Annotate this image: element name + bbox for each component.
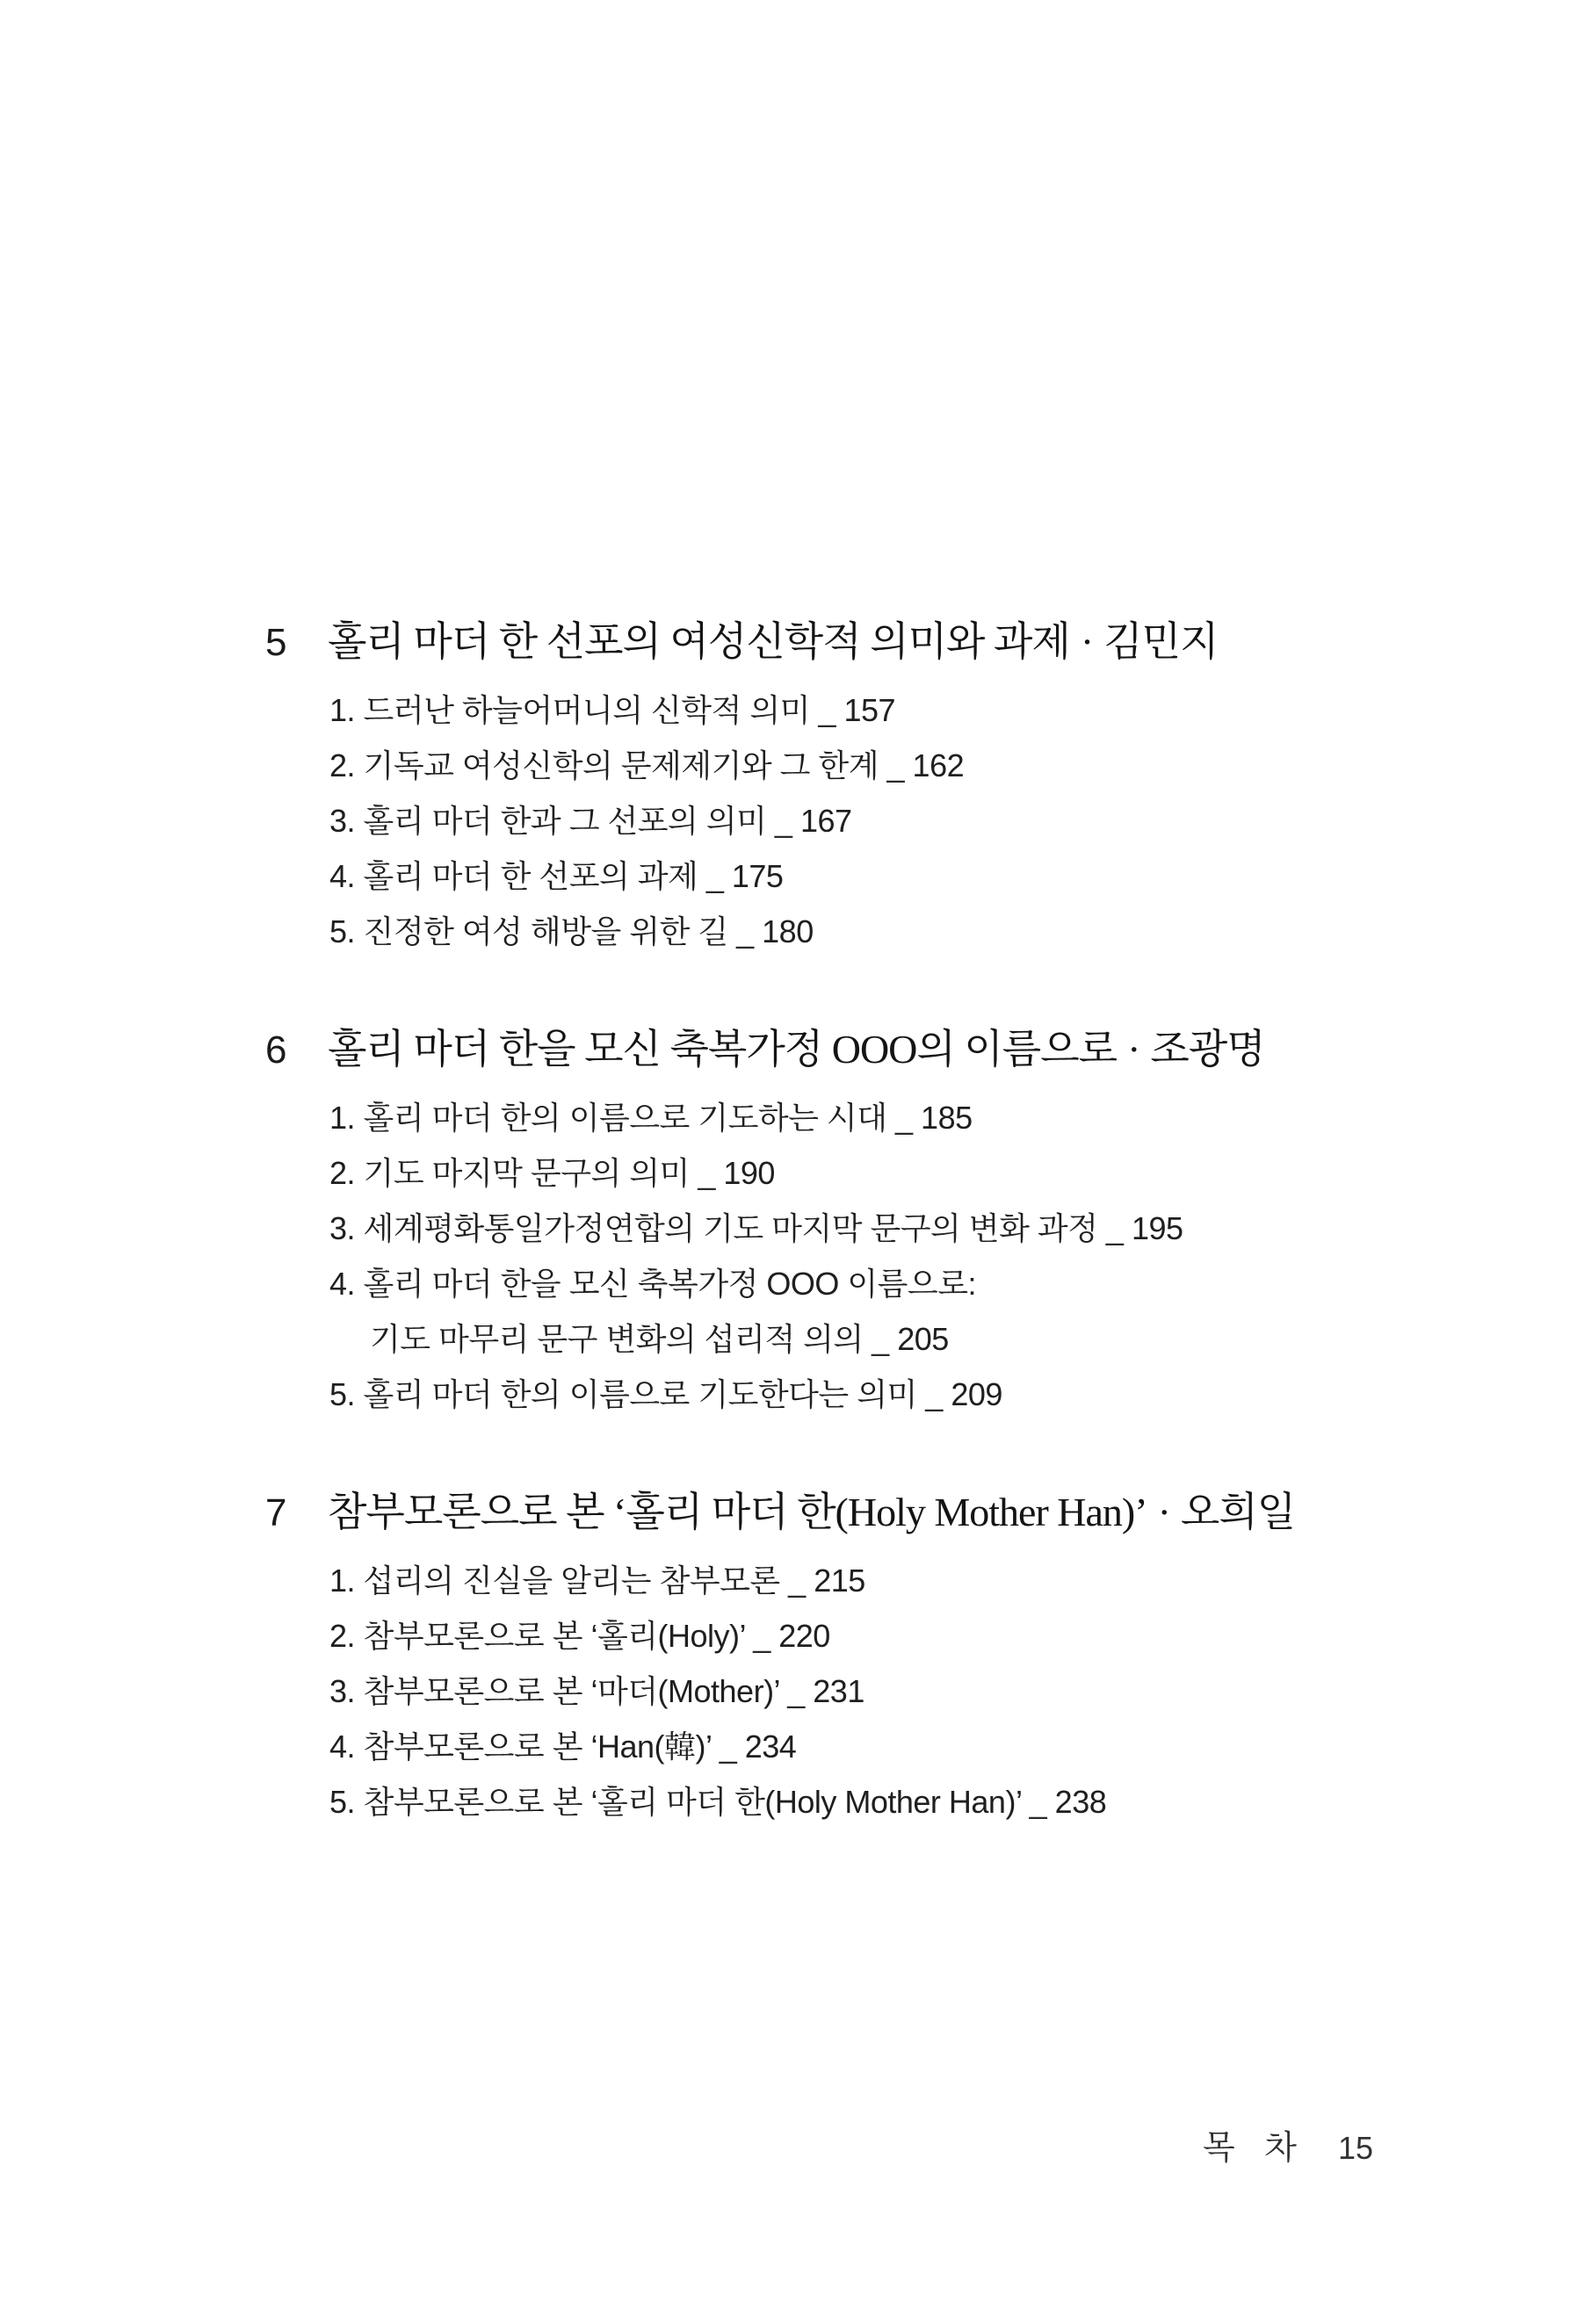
entry-page-number: 231 [813, 1673, 864, 1709]
entry-page-number: 234 [744, 1729, 797, 1765]
entry-page-separator: _ [787, 1673, 805, 1709]
entry-page-number: 162 [912, 747, 965, 783]
toc-entry [329, 738, 1372, 793]
toc-section-7 [265, 1485, 1372, 1830]
entry-number: 5. [329, 1784, 356, 1820]
entry-page-separator: _ [886, 747, 905, 783]
entry-number: 1. [329, 1100, 356, 1136]
toc-entry [329, 1367, 1372, 1422]
toc-entry [329, 848, 1372, 904]
entry-title: 드러난 하늘어머니의 신학적 의미 [363, 692, 810, 728]
entry-number: 1. [329, 692, 356, 728]
entry-number: 2. [329, 1618, 356, 1654]
entry-title: 기독교 여성신학의 문제제기와 그 한계 [363, 747, 879, 783]
toc-section-6 [265, 1022, 1372, 1422]
page-footer [1203, 2120, 1373, 2169]
section-author: 오희일 [1180, 1490, 1296, 1534]
entry-page-separator: _ [774, 803, 792, 839]
entry-number: 3. [329, 1210, 356, 1246]
entry-page-separator: _ [925, 1376, 943, 1412]
entry-page-number: 205 [897, 1321, 949, 1357]
section-title-text: 홀리 마더 한 선포의 여성신학적 의미와 과제 [328, 619, 1070, 664]
toc-entry [329, 1774, 1372, 1830]
entry-page-number: 238 [1054, 1784, 1107, 1820]
entry-number: 3. [329, 803, 356, 839]
entry-line-1 [329, 1256, 1372, 1311]
footer-page-number: 15 [1337, 2130, 1373, 2166]
entry-title: 참부모론으로 본 ‘홀리 마더 한(Holy Mother Han)’ [363, 1784, 1022, 1820]
entry-number: 4. [329, 858, 356, 894]
toc-entry [329, 1664, 1372, 1719]
entry-page-number: 157 [843, 692, 896, 728]
entry-number: 5. [329, 1376, 356, 1412]
entry-page-number: 190 [723, 1155, 775, 1191]
entry-page-separator: _ [1029, 1784, 1047, 1820]
entry-title: 참부모론으로 본 ‘Han(韓)’ [363, 1729, 712, 1765]
entry-page-number: 167 [799, 803, 852, 839]
title-author-separator-dot: · [1080, 619, 1094, 664]
entry-page-number: 215 [814, 1563, 865, 1599]
entry-page-separator: _ [872, 1321, 889, 1357]
entry-page-separator: _ [895, 1100, 913, 1136]
entry-page-separator: _ [698, 1155, 715, 1191]
toc-content [265, 615, 1372, 1893]
section-number: 6 [265, 1028, 287, 1072]
entry-title: 기도 마지막 문구의 의미 [363, 1155, 690, 1191]
section-entry-list [265, 1090, 1372, 1422]
toc-entry [329, 1090, 1372, 1145]
section-heading [265, 1485, 1372, 1541]
section-author: 조광명 [1150, 1027, 1265, 1072]
toc-entry [329, 1145, 1372, 1201]
footer-toc-label: 목 차 [1203, 2130, 1298, 2167]
entry-page-number: 195 [1131, 1210, 1183, 1246]
entry-title: 세계평화통일가정연합의 기도 마지막 문구의 변화 과정 [363, 1210, 1098, 1246]
entry-page-separator: _ [753, 1618, 770, 1654]
entry-number: 1. [329, 1563, 356, 1599]
entry-title: 홀리 마더 한을 모신 축복가정 OOO 이름으로: [363, 1266, 976, 1302]
entry-page-number: 209 [951, 1376, 1002, 1412]
entry-title: 참부모론으로 본 ‘마더(Mother)’ [363, 1673, 780, 1709]
section-entry-list [265, 1553, 1372, 1830]
entry-page-number: 175 [731, 858, 784, 894]
toc-entry [329, 793, 1372, 848]
entry-title: 홀리 마더 한의 이름으로 기도하는 시대 [363, 1100, 887, 1136]
entry-number: 4. [329, 1729, 356, 1765]
section-title [328, 1022, 1265, 1077]
entry-number: 2. [329, 1155, 356, 1191]
section-entry-list [265, 682, 1372, 959]
section-heading [265, 615, 1372, 670]
section-heading [265, 1022, 1372, 1078]
toc-section-5 [265, 615, 1372, 959]
section-author: 김민지 [1103, 619, 1219, 664]
entry-title: 홀리 마더 한 선포의 과제 [363, 858, 698, 894]
toc-entry-two-line [329, 1256, 1372, 1367]
entry-number: 5. [329, 913, 356, 949]
section-title-text: 참부모론으로 본 ‘홀리 마더 한(Holy Mother Han)’ [328, 1490, 1147, 1534]
entry-number: 4. [329, 1266, 356, 1302]
toc-entry [329, 1201, 1372, 1256]
entry-title: 홀리 마더 한과 그 선포의 의미 [363, 803, 767, 839]
entry-number: 3. [329, 1673, 356, 1709]
entry-page-number: 185 [921, 1100, 973, 1136]
section-title [328, 1485, 1295, 1540]
toc-entry [329, 1719, 1372, 1774]
entry-title: 섭리의 진실을 알리는 참부모론 [363, 1563, 780, 1599]
entry-title: 홀리 마더 한의 이름으로 기도한다는 의미 [363, 1376, 917, 1412]
entry-page-separator: _ [705, 858, 724, 894]
toc-entry [329, 1553, 1372, 1608]
entry-page-separator: _ [1105, 1210, 1124, 1246]
section-title [328, 615, 1219, 669]
entry-line-2 [329, 1311, 1372, 1367]
entry-page-separator: _ [818, 692, 836, 728]
title-author-separator-dot: · [1127, 1027, 1140, 1072]
entry-page-number: 220 [778, 1618, 830, 1654]
toc-entry [329, 904, 1372, 959]
section-number: 7 [265, 1491, 287, 1534]
entry-page-number: 180 [762, 913, 814, 949]
entry-page-separator: _ [719, 1729, 737, 1765]
toc-entry [329, 1608, 1372, 1664]
entry-title: 진정한 여성 해방을 위한 길 [363, 913, 728, 949]
section-title-text: 홀리 마더 한을 모신 축복가정 OOO의 이름으로 [328, 1027, 1118, 1072]
section-number: 5 [265, 621, 287, 664]
entry-page-separator: _ [788, 1563, 806, 1599]
entry-number: 2. [329, 747, 356, 783]
entry-title: 참부모론으로 본 ‘홀리(Holy)’ [363, 1618, 746, 1654]
entry-page-separator: _ [736, 913, 754, 949]
title-author-separator-dot: · [1157, 1490, 1170, 1534]
entry-title-continued: 기도 마무리 문구 변화의 섭리적 의의 [370, 1321, 864, 1357]
toc-entry [329, 682, 1372, 738]
